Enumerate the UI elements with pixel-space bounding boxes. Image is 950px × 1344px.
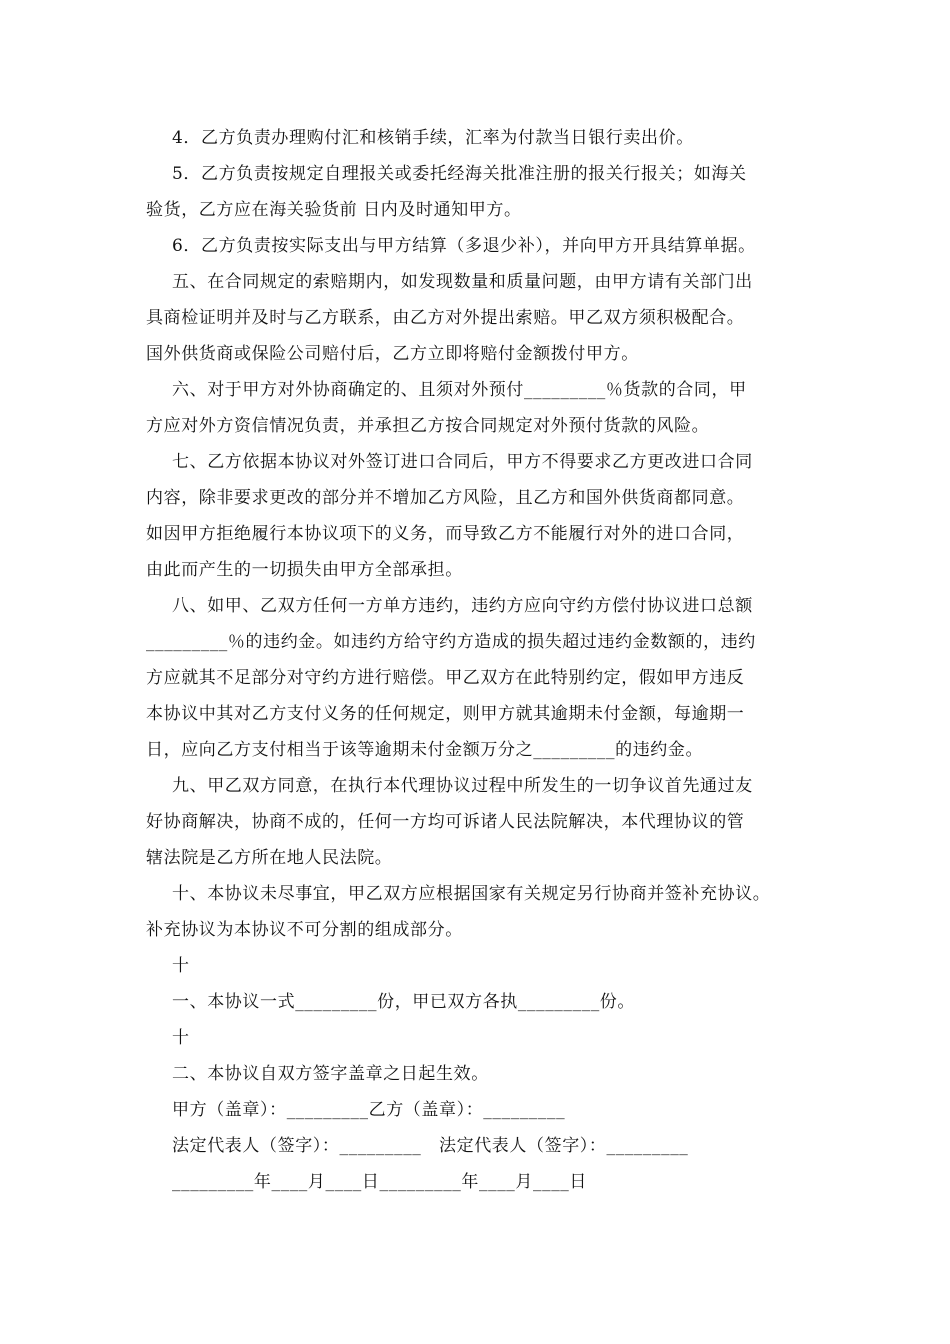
section-8-line-5: 日，应向乙方支付相当于该等逾期未付金额万分之_________的违约金。 <box>146 740 704 760</box>
section-12-number: 十 <box>172 1028 190 1048</box>
clause-4-line: 4．乙方负责办理购付汇和核销手续，汇率为付款当日银行卖出价。 <box>172 128 694 148</box>
section-7-line-3: 如因甲方拒绝履行本协议项下的义务，而导致乙方不能履行对外的进口合同， <box>146 524 745 544</box>
section-5-line-3: 国外供货商或保险公司赔付后，乙方立即将赔付金额拨付甲方。 <box>146 344 639 364</box>
section-6-line-1: 六、对于甲方对外协商确定的、且须对外预付_________％货款的合同，甲 <box>172 380 747 400</box>
signature-seal-line: 甲方（盖章）：_________乙方（盖章）：_________ <box>172 1100 566 1120</box>
clause-5-line-2: 验货，乙方应在海关验货前 日内及时通知甲方。 <box>146 200 522 220</box>
section-7-line-1: 七、乙方依据本协议对外签订进口合同后，甲方不得要求乙方更改进口合同 <box>172 452 753 472</box>
section-10-line-1: 十、本协议未尽事宜，甲乙双方应根据国家有关规定另行协商并签补充协议。 <box>172 884 771 904</box>
section-8-line-3: 方应就其不足部分对守约方进行赔偿。甲乙双方在此特别约定，假如甲方违反 <box>146 668 745 688</box>
section-11-number: 十 <box>172 956 190 976</box>
section-8-line-2: _________％的违约金。如违约方给守约方造成的损失超过违约金数额的，违约 <box>146 632 756 652</box>
section-7-line-2: 内容，除非要求更改的部分并不增加乙方风险，且乙方和国外供货商都同意。 <box>146 488 745 508</box>
section-9-line-2: 好协商解决，协商不成的，任何一方均可诉诸人民法院解决，本代理协议的管 <box>146 812 745 832</box>
signature-date-line: _________年____月____日_________年____月____日 <box>172 1172 587 1192</box>
section-8-line-1: 八、如甲、乙双方任何一方单方违约，违约方应向守约方偿付协议进口总额 <box>172 596 753 616</box>
section-10-line-2: 补充协议为本协议不可分割的组成部分。 <box>146 920 463 940</box>
section-5-line-1: 五、在合同规定的索赔期内，如发现数量和质量问题，由甲方请有关部门出 <box>172 272 753 292</box>
section-12-line: 二、本协议自双方签字盖章之日起生效。 <box>172 1064 489 1084</box>
section-7-line-4: 由此而产生的一切损失由甲方全部承担。 <box>146 560 463 580</box>
section-11-line: 一、本协议一式_________份，甲已双方各执_________份。 <box>172 992 635 1012</box>
clause-5-line-1: 5．乙方负责按规定自理报关或委托经海关批准注册的报关行报关；如海关 <box>172 164 747 184</box>
section-9-line-3: 辖法院是乙方所在地人民法院。 <box>146 848 393 868</box>
section-8-line-4: 本协议中其对乙方支付义务的任何规定，则甲方就其逾期未付金额，每逾期一 <box>146 704 745 724</box>
section-5-line-2: 具商检证明并及时与乙方联系，由乙方对外提出索赔。甲乙双方须积极配合。 <box>146 308 745 328</box>
section-6-line-2: 方应对外方资信情况负责，并承担乙方按合同规定对外预付货款的风险。 <box>146 416 710 436</box>
section-9-line-1: 九、甲乙双方同意，在执行本代理协议过程中所发生的一切争议首先通过友 <box>172 776 753 796</box>
clause-6-line: 6．乙方负责按实际支出与甲方结算（多退少补），并向甲方开具结算单据。 <box>172 236 756 256</box>
signature-representative-line: 法定代表人（签字）：_________ 法定代表人（签字）：_________ <box>172 1136 689 1156</box>
